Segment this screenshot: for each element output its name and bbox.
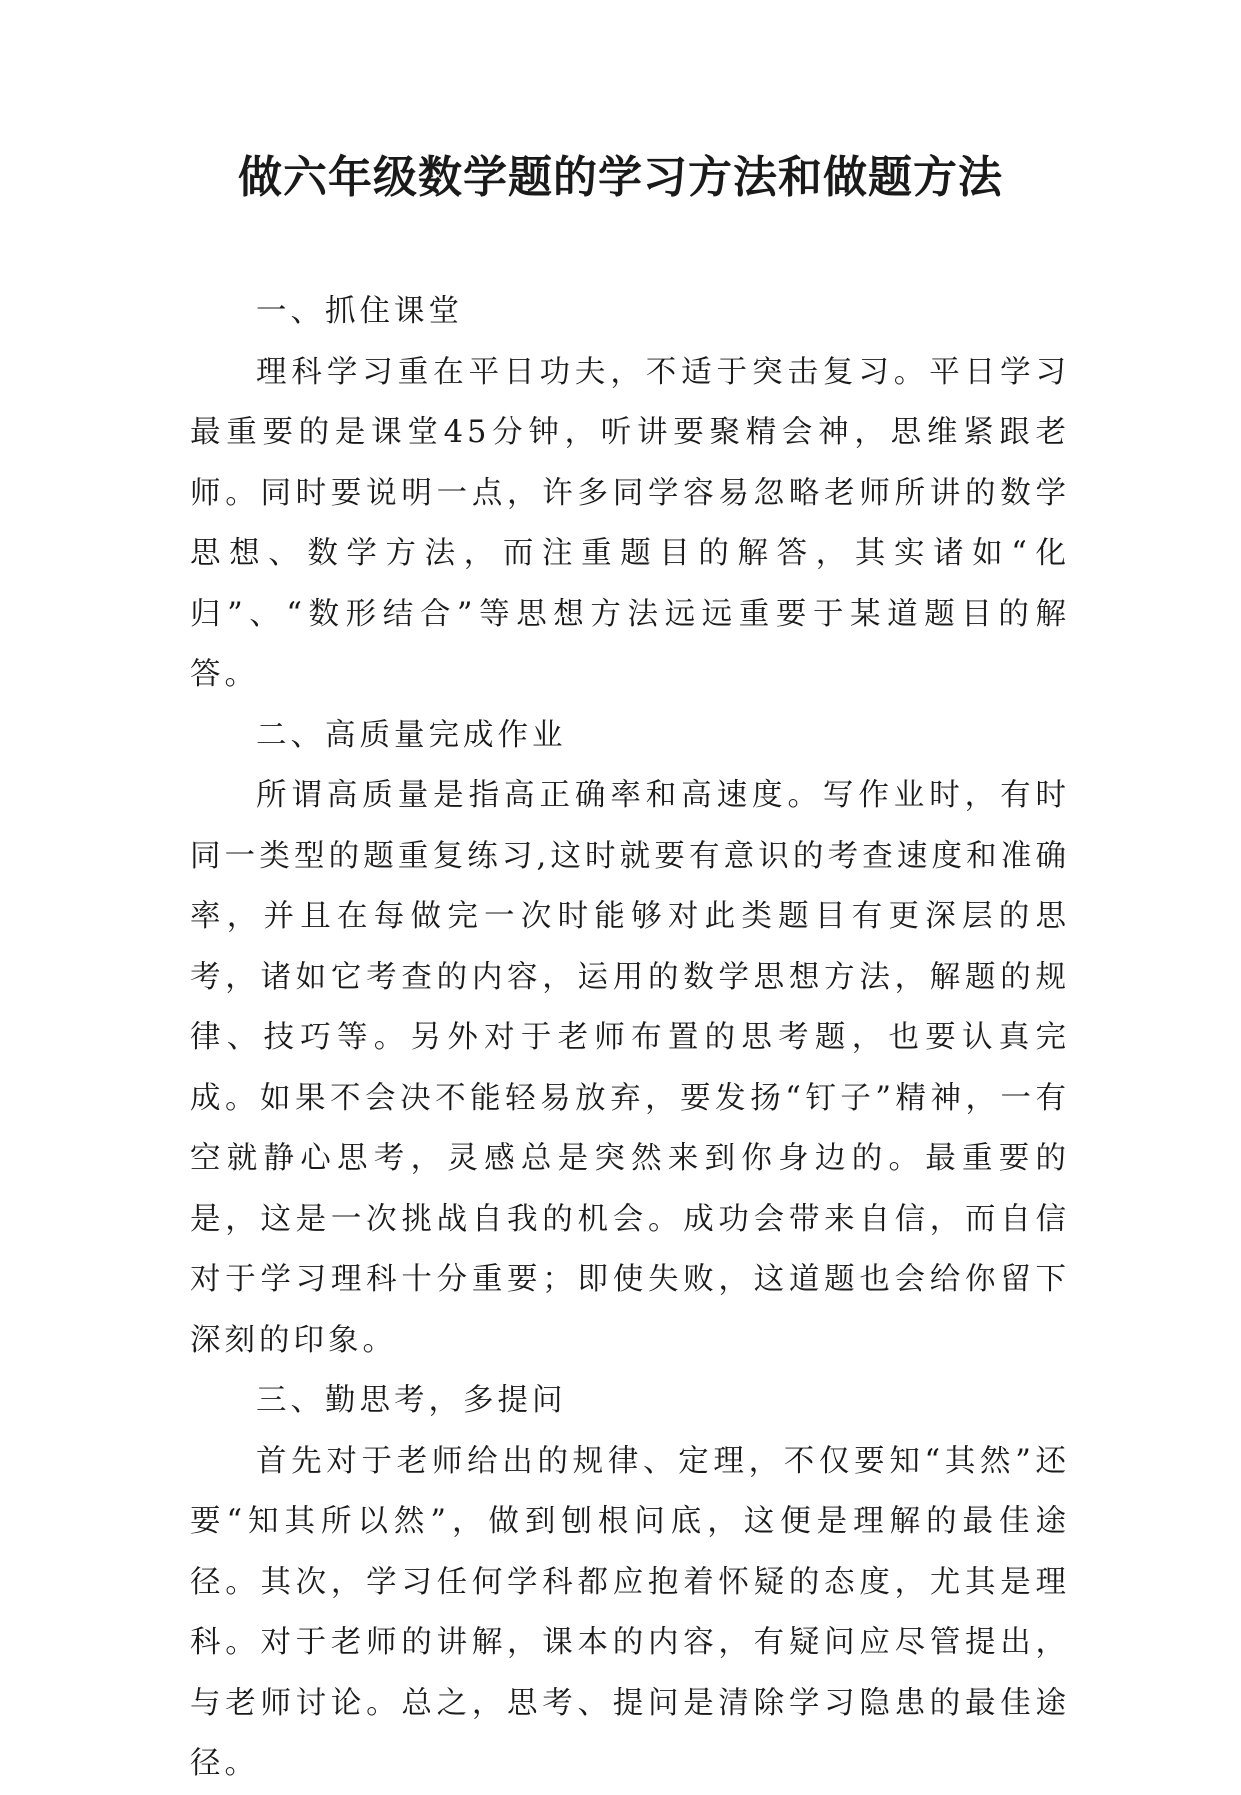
section-heading-3: 三、勤思考，多提问 bbox=[256, 1383, 567, 1418]
section-paragraph-2: 所谓高质量是指高正确率和高速度。写作业时，有时同一类型的题重复练习,这时就要有意识的考查速度和准确率，并且在每做完一次时能够对此类题目有更深层的思考，诸如它考查的内容，运用的数学思想方法，解题的规律、技巧等。另外对于老师布置的思考题，也要认真完成。如果不会决不能轻易放弃，要发扬“钉子”精神，一有空就静心思考，灵感总是突然来到你身边的。最重要的是，这是一次挑战自我的机会。成功会带来自信，而自信对于学习理科十分重要；即使失败，这道题也会给你留下深刻的印象。 bbox=[190, 778, 1070, 1358]
document-title: 做六年级数学题的学习方法和做题方法 bbox=[238, 152, 1003, 203]
section-paragraph-1: 理科学习重在平日功夫，不适于突击复习。平日学习最重要的是课堂45分钟，听讲要聚精会神，思维紧跟老师。同时要说明一点，许多同学容易忽略老师所讲的数学思想、数学方法，而注重题目的解答，其实诸如“化归”、“数形结合”等思想方法远远重要于某道题目的解答。 bbox=[190, 354, 1070, 692]
document-body bbox=[190, 282, 1070, 1795]
section-heading-2: 二、高质量完成作业 bbox=[256, 717, 567, 753]
section-paragraph-3: 首先对于老师给出的规律、定理，不仅要知“其然”还要“知其所以然”，做到刨根问底，这便是理解的最佳途径。其次，学习任何学科都应抱着怀疑的态度，尤其是理科。对于老师的讲解，课本的内容，有疑问应尽管提出，与老师讨论。总之，思考、提问是清除学习隐患的最佳途径。 bbox=[190, 1443, 1070, 1781]
section-heading-1: 一、抓住课堂 bbox=[256, 294, 463, 329]
